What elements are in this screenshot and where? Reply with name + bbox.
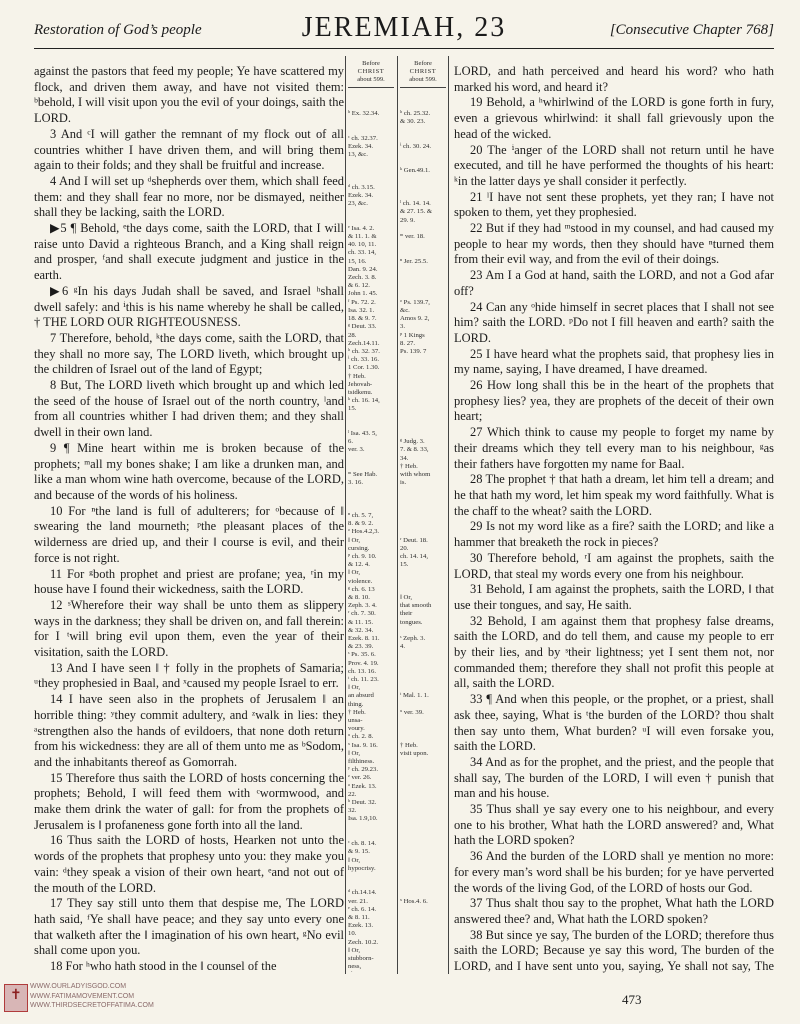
verse-paragraph: 10 For ⁿthe land is full of adulterers; for ᵒbecause of ‖ swearing the land mourneth; ᵖthe pleasant places of the wilderness are dried up, and their ‖ course is evil, and their force is not right. [34,503,344,565]
verse-paragraph: 8 But, The LORD liveth which brought up and which led the seed of the house of Israel out of the north country, ˡand from all countries whither I had driven them; and they shall dwell in their own land. [34,378,344,440]
right-text-column [454,64,774,974]
verse-paragraph: 38 But since ye say, The burden of the LORD; therefore thus saith the LORD; Because ye say this word, The burden of the LORD, and I have sent unto you, saying, Ye shall not say, The [454,927,774,974]
date-note-before: Before [414,60,432,67]
date-note [348,60,394,88]
verse-paragraph: 24 Can any ᵒhide himself in secret places that I shall not see him? saith the LORD. ᵖDo not I fill heaven and earth? saith the LORD. [454,299,774,345]
bible-page [30,10,774,1014]
verse-paragraph: ▶5 ¶ Behold, ᵉthe days come, saith the LORD, that I will raise unto David a righteous Branch, and a King shall reign and prosper, ᶠand shall execute judgment and justice in the earth. [34,221,344,283]
verse-paragraph: 7 Therefore, behold, ᵏthe days come, saith the LORD, that they shall no more say, The LORD liveth, which brought up the children of Israel out of the land of Egypt; [34,330,344,377]
verse-paragraph: 3 And ᶜI will gather the remnant of my flock out of all countries whither I have driven them, and will bring them again to their folds; and they shall be fruitful and increase. [34,126,344,173]
verse-paragraph: 28 The prophet † that hath a dream, let him tell a dream; and he that hath my word, let him speak my word faithfully. What is the chaff to the wheat? saith the LORD. [454,472,774,518]
verse-paragraph: 15 Therefore thus saith the LORD of hosts concerning the prophets; Behold, I will feed them with ᶜwormwood, and make them drink the water of gall: for from the prophets of Jerusalem is ‖ profaneness gone forth into all the land. [34,770,344,832]
verse-paragraph: 19 Behold, a ʰwhirlwind of the LORD is gone forth in fury, even a grievous whirlwind: it shall fall grievously upon the head of the wicked. [454,95,774,141]
left-text-column [34,64,344,974]
verse-paragraph: 22 But if they had ᵐstood in my counsel, and had caused my people to hear my words, then they should have ⁿturned them from their evil way, and from the evil of their doings. [454,221,774,267]
column-rule [397,56,398,974]
book-chapter-title: JEREMIAH, 23 [301,12,507,43]
verse-paragraph: 36 And the burden of the LORD shall ye mention no more: for every man’s word shall be his burden; for ye have perverted the words of the living God, of the LORD of hosts our God. [454,849,774,895]
cross-references: ᵇ Ex. 32.34. ᶜ ch. 32.37. Ezek. 34. 13, &c. ᵈ ch. 3.15. Ezek. 34. 23, &c. ᵉ Isa. 4. 2. & 11. 1. & 40. 10, 11. ch. 33. 14, 15, 16. Dan. 9. 24. Zech. 3. 8. & 6. 12. John 1. 45. ᶠ Ps. 72. 2. Isa. 32. 1. 18. & 9. 7. ᵍ Deut. 33. 28. Zech.14.11. ʰ ch. 32. 37. ⁱ ch. 33. 16. 1 Cor. 1.30. † Heb. Jehovah- tsidkenu. ᵏ ch. 16. 14, 15. ˡ Isa. 43. 5, 6. ver. 3. ᵐ See Hab. 3. 16. ⁿ ch. 5. 7, 8. & 9. 2. ᵒ Hos.4.2,3. ‖ Or, cursing. ᵖ ch. 9. 10. & 12. 4. ‖ Or, violence. ᵍ ch. 6. 13 & 8. 10. Zeph. 3. 4. ʳ ch. 7. 30. & 11. 15. & 32. 34. Ezek. 8. 11. & 23. 39. ˢ Ps. 35. 6. Prov. 4. 19. ch. 13. 16. ᵗ ch. 11. 23. ‖ Or, an absurd thing. † Heb. unsa- voury. ᵘ ch. 2. 8. ˣ Isa. 9. 16. ‖ Or, filthiness. ʸ ch. 29.23. ᶻ ver. 26. ᵃ Ezek. 13. 22. ᵇ Deut. 32. 32. Isa. 1.9,10. ᶜ ch. 8. 14. & 9. 15. ‖ Or, hypocrisy. ᵈ ch.14.14. ver. 21. ᵉ ch. 6. 14. & 8. 11. Ezek. 13. 10. Zech. 10.2. ‖ Or, stubborn- ness, [348,110,380,971]
verse-paragraph: 29 Is not my word like as a fire? saith the LORD; and like a hammer that breaketh the rock in pieces? [454,519,774,550]
verse-paragraph: 4 And I will set up ᵈshepherds over them, which shall feed them: and they shall fear no more, nor be dismayed, neither shall they be lacking, saith the LORD. [34,173,344,220]
verse-paragraph: 20 The ⁱanger of the LORD shall not return until he have executed, and till he have performed the thoughts of his heart: ᵏin the latter days ye shall consider it perfectly. [454,142,774,188]
verse-paragraph: 12 ˢWherefore their way shall be unto them as slippery ways in the darkness; they shall be driven on, and fall therein: for I ᵗwill bring evil upon them, even the year of their visitation, saith the LORD. [34,597,344,660]
verse-paragraph: 31 Behold, I am against the prophets, saith the LORD, ‖ that use their tongues, and say, He saith. [454,582,774,612]
verse-paragraph: 11 For ᵍboth prophet and priest are profane; yea, ʳin my house have I found their wickedness, saith the LORD. [34,566,344,597]
verse-paragraph: 17 They say still unto them that despise me, The LORD hath said, ᶠYe shall have peace; and they say unto every one that walketh after the ‖ imagination of his own heart, ᵍNo evil shall come upon you. [34,896,344,958]
verse-paragraph: 13 And I have seen ‖ † folly in the prophets of Samaria; ᵘthey prophesied in Baal, and ˣcaused my people Israel to err. [34,660,344,691]
date-note-christ: CHRIST [357,68,385,76]
verse-paragraph: 25 I have heard what the prophets said, that prophesy lies in my name, saying, I have dreamed, I have dreamed. [454,346,774,377]
verse-paragraph: 34 And as for the prophet, and the priest, and the people that shall say, The burden of the LORD, I will even † punish that man and his house. [454,754,774,801]
verse-paragraph: 30 Therefore behold, ʳI am against the prophets, saith the LORD, that steal my words every one from his neighbour. [454,550,774,581]
verse-paragraph: 33 ¶ And when this people, or the prophet, or a priest, shall ask thee, saying, What is ᵗthe burden of the LORD? thou shalt then say unto them, What burden? ᵘI will even forsake you, saith the LORD. [454,692,774,754]
verse-paragraph: ▶6 ᵍIn his days Judah shall be saved, and Israel ʰshall dwell safely: and ⁱthis is his name whereby he shall be called, † THE LORD OUR RIGHTEOUSNESS. [34,283,344,330]
column-rule [448,56,449,974]
footer-urls: WWW.OURLADYISGOD.COM WWW.FATIMAMOVEMENT.COM WWW.THIRDSECRETOFFATIMA.COM [30,983,154,1009]
running-head-right: [Consecutive Chapter 768] [609,22,774,38]
verse-paragraph: 27 Which think to cause my people to forget my name by their dreams which they tell every man to his neighbour, ᵍas their fathers have forgotten my name for Baal. [454,425,774,471]
date-note [400,60,446,88]
verse-paragraph: against the pastors that feed my people; Ye have scattered my flock, and driven them away, and have not visited them: ᵇbehold, I will visit upon you the evil of your doings, saith the LORD. [34,64,344,126]
page-number: 473 [622,992,642,1007]
date-note-year: about 599. [357,76,385,84]
verse-paragraph: 14 I have seen also in the prophets of Jerusalem ‖ an horrible thing: ʸthey commit adultery, and ᶻwalk in lies: they ᵃstrengthen also the hands of evildoers, that none doth return from his wickedness: they are all of them unto me as ᵇSodom, and the inhabitants thereof as Gomorrah. [34,692,344,769]
verse-paragraph: 18 For ʰwho hath stood in the ‖ counsel of the [50,959,277,974]
page-footer [30,980,774,1014]
verse-paragraph: 23 Am I a God at hand, saith the LORD, and not a God afar off? [454,268,774,298]
verse-paragraph: 16 Thus saith the LORD of hosts, Hearken not unto the words of the prophets that prophesy unto you: they make you vain: ᵈthey speak a vision of their own heart, ᵉand not out of the mouth of the LORD. [34,833,344,895]
fatima-logo-icon [4,984,28,1012]
page-header [34,10,774,49]
running-head-left: Restoration of God’s people [34,22,202,38]
margin-references-right [400,60,446,972]
date-note-year: about 599. [409,76,437,84]
verse-paragraph: 21 ˡI have not sent these prophets, yet they ran; I have not spoken to them, yet they prophesied. [454,189,774,220]
verse-paragraph: 35 Thus shall ye say every one to his neighbour, and every one to his brother, What hath the LORD answered? and, What hath the LORD spoken? [454,802,774,848]
date-note-christ: CHRIST [409,68,437,76]
date-note-before: Before [362,60,380,67]
margin-references-left [348,60,394,972]
cross-references: ʰ ch. 25.32. & 30. 23. ⁱ ch. 30. 24. ᵏ Gen.49.1. ˡ ch. 14. 14. & 27. 15. & 29. 9. ᵐ ver. 18. ⁿ Jer. 25.5. ᵒ Ps. 139.7, &c. Amos 9. 2, 3. ᵖ 1 Kings 8. 27. Ps. 139. 7 ᵍ Judg. 3. 7. & 8. 33, 34. † Heb. with whom is. ʳ Deut. 18. 20. ch. 14. 14, 15. ‖ Or, that smooth their tongues. ˢ Zeph. 3. 4. ᵗ Mal. 1. 1. ᵘ ver. 39. † Heb. visit upon. ˣ Hos.4. 6. [400,110,433,905]
verse-paragraph: LORD, and hath perceived and heard his word? who hath marked his word, and heard it? [454,64,774,94]
verse-paragraph: 32 Behold, I am against them that prophesy false dreams, saith the LORD, and do tell them, and cause my people to err by their lies, and by ˢtheir lightness; yet I sent them not, nor commanded them; therefore they shall not profit this people at all, saith the LORD. [454,613,774,691]
column-rule [345,56,346,974]
verse-paragraph: 26 How long shall this be in the heart of the prophets that prophesy lies? yea, they are prophets of the deceit of their own heart; [454,378,774,424]
verse-paragraph: 37 Thus shalt thou say to the prophet, What hath the LORD answered thee? and, What hath the LORD spoken? [454,896,774,926]
verse-paragraph: 9 ¶ Mine heart within me is broken because of the prophets; ᵐall my bones shake; I am like a drunken man, and like a man whom wine hath overcome, because of the LORD, and because of the words of his holiness. [34,440,344,502]
